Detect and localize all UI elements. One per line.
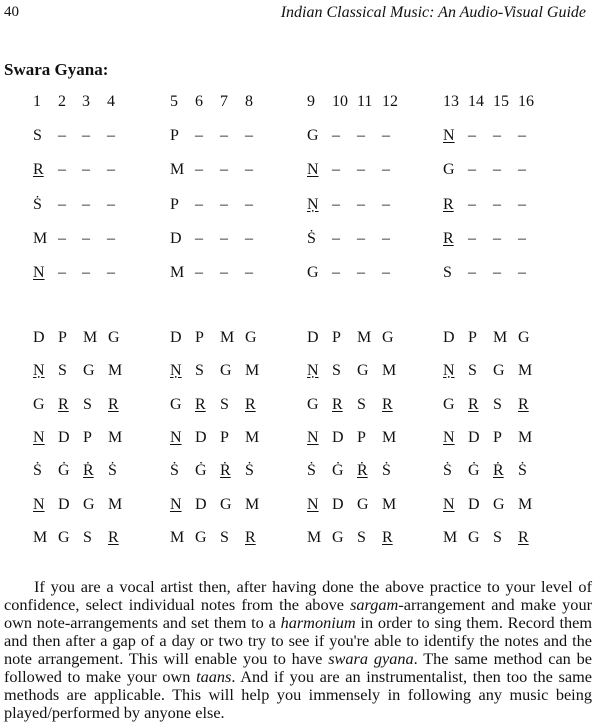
note: R bbox=[245, 396, 256, 413]
note: M bbox=[382, 496, 397, 513]
note: D bbox=[58, 496, 70, 513]
note: R bbox=[518, 529, 529, 546]
beat-number: 2 bbox=[58, 93, 66, 110]
note: Ṡ bbox=[518, 462, 527, 479]
body-paragraph bbox=[4, 578, 592, 722]
beat-number: 14 bbox=[468, 93, 484, 110]
hold-dash: – bbox=[82, 196, 90, 213]
hold-dash: – bbox=[357, 161, 365, 178]
note: P bbox=[195, 329, 204, 346]
hold-dash: – bbox=[357, 127, 365, 144]
paragraph-text: in order to sing them. Record them and then after a gap of a day or two try to see if you're able to identify the notes and the note arrangement. This will enable you to have bbox=[4, 613, 592, 669]
note: G bbox=[382, 329, 394, 346]
note: N bbox=[443, 127, 455, 144]
note: N bbox=[307, 161, 319, 178]
note: S bbox=[195, 362, 204, 379]
hold-dash: – bbox=[357, 264, 365, 281]
beat-number: 12 bbox=[382, 93, 398, 110]
note: Ṇ bbox=[443, 362, 455, 379]
hold-dash: – bbox=[107, 127, 115, 144]
note: P bbox=[468, 329, 477, 346]
note: P bbox=[493, 429, 502, 446]
italic-term: sargam bbox=[350, 595, 399, 615]
note: M bbox=[220, 329, 235, 346]
hold-dash: – bbox=[468, 127, 476, 144]
beat-number: 15 bbox=[493, 93, 509, 110]
note: G bbox=[83, 496, 95, 513]
note: M bbox=[33, 529, 48, 546]
hold-dash: – bbox=[468, 230, 476, 247]
hold-dash: – bbox=[518, 264, 526, 281]
hold-dash: – bbox=[357, 196, 365, 213]
note: N bbox=[443, 429, 455, 446]
note: M bbox=[307, 529, 322, 546]
note: D bbox=[468, 496, 480, 513]
hold-dash: – bbox=[195, 196, 203, 213]
beat-number: 11 bbox=[357, 93, 373, 110]
hold-dash: – bbox=[245, 161, 253, 178]
note: M bbox=[493, 329, 508, 346]
beat-number: 16 bbox=[518, 93, 534, 110]
note: M bbox=[108, 429, 123, 446]
italic-term: swara gyana bbox=[328, 649, 414, 669]
beat-number: 7 bbox=[220, 93, 228, 110]
note: Ṡ bbox=[443, 462, 452, 479]
note: R bbox=[195, 396, 206, 413]
note: P bbox=[332, 329, 341, 346]
note: G bbox=[332, 529, 344, 546]
note: M bbox=[83, 329, 98, 346]
hold-dash: – bbox=[332, 196, 340, 213]
hold-dash: – bbox=[382, 230, 390, 247]
note: S bbox=[83, 529, 92, 546]
note: G bbox=[493, 496, 505, 513]
hold-dash: – bbox=[107, 196, 115, 213]
note: S bbox=[443, 264, 452, 281]
note: G bbox=[245, 329, 257, 346]
hold-dash: – bbox=[82, 230, 90, 247]
hold-dash: – bbox=[220, 230, 228, 247]
note: G bbox=[443, 396, 455, 413]
note: G bbox=[220, 362, 232, 379]
note: S bbox=[468, 362, 477, 379]
note: G bbox=[33, 396, 45, 413]
hold-dash: – bbox=[220, 264, 228, 281]
hold-dash: – bbox=[58, 230, 66, 247]
note: P bbox=[83, 429, 92, 446]
running-title: Indian Classical Music: An Audio-Visual Guide bbox=[280, 4, 586, 21]
note: M bbox=[245, 362, 260, 379]
note: N bbox=[170, 429, 182, 446]
hold-dash: – bbox=[195, 161, 203, 178]
note: Ṡ bbox=[307, 230, 316, 247]
note: Ġ bbox=[58, 462, 70, 479]
note: R bbox=[382, 529, 393, 546]
beat-number: 4 bbox=[107, 93, 115, 110]
note: Ṡ bbox=[170, 462, 179, 479]
note: P bbox=[170, 127, 179, 144]
note: M bbox=[518, 496, 533, 513]
hold-dash: – bbox=[493, 161, 501, 178]
hold-dash: – bbox=[82, 161, 90, 178]
note: N bbox=[307, 496, 319, 513]
note: P bbox=[357, 429, 366, 446]
hold-dash: – bbox=[195, 127, 203, 144]
note: M bbox=[382, 429, 397, 446]
hold-dash: – bbox=[332, 127, 340, 144]
note: G bbox=[83, 362, 95, 379]
note: G bbox=[307, 127, 319, 144]
note: M bbox=[518, 429, 533, 446]
note: M bbox=[170, 529, 185, 546]
note: M bbox=[170, 264, 185, 281]
note: G bbox=[220, 496, 232, 513]
hold-dash: – bbox=[518, 230, 526, 247]
hold-dash: – bbox=[58, 127, 66, 144]
note: S bbox=[493, 396, 502, 413]
hold-dash: – bbox=[220, 196, 228, 213]
beat-number: 1 bbox=[33, 93, 41, 110]
hold-dash: – bbox=[58, 161, 66, 178]
note: M bbox=[108, 362, 123, 379]
note: M bbox=[108, 496, 123, 513]
note: G bbox=[307, 264, 319, 281]
note: S bbox=[357, 529, 366, 546]
note: R bbox=[108, 529, 119, 546]
note: R bbox=[382, 396, 393, 413]
hold-dash: – bbox=[220, 161, 228, 178]
note: M bbox=[518, 362, 533, 379]
note: Ṡ bbox=[307, 462, 316, 479]
note: Ġ bbox=[195, 462, 207, 479]
note: N bbox=[33, 264, 45, 281]
note: S bbox=[357, 396, 366, 413]
note: N bbox=[170, 496, 182, 513]
note: Ṙ bbox=[493, 462, 504, 479]
note: P bbox=[170, 196, 179, 213]
note: Ṙ bbox=[83, 462, 94, 479]
beat-number: 8 bbox=[245, 93, 253, 110]
note: Ṡ bbox=[382, 462, 391, 479]
note: Ġ bbox=[332, 462, 344, 479]
hold-dash: – bbox=[82, 127, 90, 144]
note: Ṇ bbox=[307, 362, 319, 379]
note: N bbox=[33, 429, 45, 446]
note: N bbox=[443, 496, 455, 513]
hold-dash: – bbox=[332, 161, 340, 178]
note: D bbox=[170, 329, 182, 346]
hold-dash: – bbox=[382, 196, 390, 213]
note: G bbox=[170, 396, 182, 413]
note: G bbox=[468, 529, 480, 546]
note: N bbox=[307, 429, 319, 446]
hold-dash: – bbox=[518, 127, 526, 144]
hold-dash: – bbox=[245, 196, 253, 213]
beat-number: 10 bbox=[332, 93, 348, 110]
note: Ṇ bbox=[33, 362, 45, 379]
note: Ṇ bbox=[170, 362, 182, 379]
hold-dash: – bbox=[245, 230, 253, 247]
paragraph-text: -arrangement and make your own note-arrangements and set them to a bbox=[4, 595, 593, 633]
hold-dash: – bbox=[493, 230, 501, 247]
note: G bbox=[518, 329, 530, 346]
note: Ṡ bbox=[108, 462, 117, 479]
note: M bbox=[170, 161, 185, 178]
paragraph-text: . The same method can be followed to make your own bbox=[4, 649, 592, 687]
note: Ġ bbox=[468, 462, 480, 479]
note: Ṇ bbox=[307, 196, 319, 213]
paragraph-text: If you are a vocal artist then, after having done the above practice to your level of confidence, select individual notes from the above bbox=[4, 577, 592, 615]
hold-dash: – bbox=[107, 230, 115, 247]
beat-number: 6 bbox=[195, 93, 203, 110]
note: R bbox=[443, 230, 454, 247]
note: G bbox=[108, 329, 120, 346]
note: M bbox=[33, 230, 48, 247]
note: M bbox=[357, 329, 372, 346]
note: M bbox=[245, 496, 260, 513]
note: R bbox=[33, 161, 44, 178]
note: D bbox=[170, 230, 182, 247]
note: G bbox=[357, 496, 369, 513]
note: R bbox=[443, 196, 454, 213]
note: D bbox=[195, 496, 207, 513]
note: G bbox=[443, 161, 455, 178]
hold-dash: – bbox=[58, 196, 66, 213]
note: G bbox=[357, 362, 369, 379]
note: G bbox=[307, 396, 319, 413]
hold-dash: – bbox=[332, 264, 340, 281]
hold-dash: – bbox=[195, 230, 203, 247]
beat-number: 13 bbox=[443, 93, 459, 110]
hold-dash: – bbox=[332, 230, 340, 247]
note: R bbox=[332, 396, 343, 413]
note: R bbox=[58, 396, 69, 413]
hold-dash: – bbox=[468, 161, 476, 178]
hold-dash: – bbox=[220, 127, 228, 144]
note: P bbox=[220, 429, 229, 446]
note: Ṡ bbox=[33, 462, 42, 479]
note: S bbox=[332, 362, 341, 379]
paragraph-text: . And if you are an instrumentalist, then too the same methods are applicable. This will help you immensely in following any music being played/performed by anyone else. bbox=[4, 667, 593, 723]
note: D bbox=[33, 329, 45, 346]
note: S bbox=[220, 529, 229, 546]
page-number: 40 bbox=[4, 4, 19, 20]
hold-dash: – bbox=[493, 264, 501, 281]
hold-dash: – bbox=[58, 264, 66, 281]
hold-dash: – bbox=[468, 264, 476, 281]
note: N bbox=[33, 496, 45, 513]
note: P bbox=[58, 329, 67, 346]
beat-number: 9 bbox=[307, 93, 315, 110]
note: S bbox=[493, 529, 502, 546]
hold-dash: – bbox=[357, 230, 365, 247]
hold-dash: – bbox=[382, 127, 390, 144]
hold-dash: – bbox=[107, 264, 115, 281]
hold-dash: – bbox=[382, 161, 390, 178]
note: D bbox=[332, 496, 344, 513]
hold-dash: – bbox=[382, 264, 390, 281]
note: G bbox=[493, 362, 505, 379]
note: Ṡ bbox=[33, 196, 42, 213]
beat-number: 5 bbox=[170, 93, 178, 110]
note: M bbox=[443, 529, 458, 546]
note: D bbox=[307, 329, 319, 346]
italic-term: harmonium bbox=[280, 613, 356, 633]
note: S bbox=[33, 127, 42, 144]
note: Ṙ bbox=[220, 462, 231, 479]
note: R bbox=[468, 396, 479, 413]
note: D bbox=[58, 429, 70, 446]
hold-dash: – bbox=[107, 161, 115, 178]
hold-dash: – bbox=[493, 127, 501, 144]
note: S bbox=[220, 396, 229, 413]
note: D bbox=[195, 429, 207, 446]
hold-dash: – bbox=[518, 196, 526, 213]
note: M bbox=[245, 429, 260, 446]
note: G bbox=[195, 529, 207, 546]
note: Ṡ bbox=[245, 462, 254, 479]
italic-term: taans bbox=[196, 667, 232, 687]
hold-dash: – bbox=[518, 161, 526, 178]
note: R bbox=[518, 396, 529, 413]
note: D bbox=[443, 329, 455, 346]
hold-dash: – bbox=[245, 264, 253, 281]
hold-dash: – bbox=[82, 264, 90, 281]
beat-number: 3 bbox=[82, 93, 90, 110]
note: Ṙ bbox=[357, 462, 368, 479]
note: R bbox=[245, 529, 256, 546]
hold-dash: – bbox=[245, 127, 253, 144]
hold-dash: – bbox=[195, 264, 203, 281]
note: R bbox=[108, 396, 119, 413]
note: S bbox=[58, 362, 67, 379]
note: M bbox=[382, 362, 397, 379]
hold-dash: – bbox=[493, 196, 501, 213]
section-title: Swara Gyana: bbox=[4, 60, 109, 79]
note: D bbox=[332, 429, 344, 446]
note: S bbox=[83, 396, 92, 413]
hold-dash: – bbox=[468, 196, 476, 213]
note: G bbox=[58, 529, 70, 546]
note: D bbox=[468, 429, 480, 446]
